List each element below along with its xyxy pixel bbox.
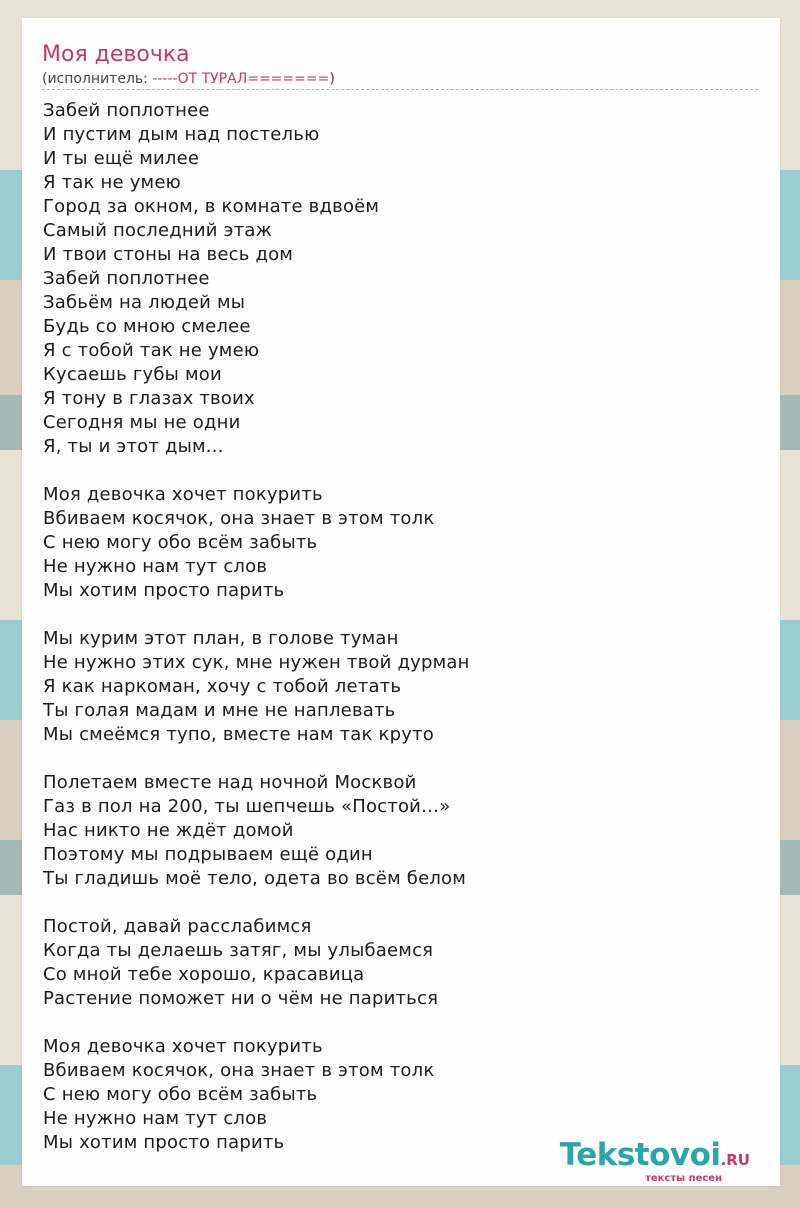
lyric-line: Моя девочка хочет покурить xyxy=(43,484,323,505)
lyric-line: Полетаем вместе над ночной Москвой xyxy=(43,772,417,793)
lyric-line: Нас никто не ждёт домой xyxy=(43,820,294,841)
lyric-line: Я, ты и этот дым... xyxy=(43,436,224,457)
lyric-line: Забьём на людей мы xyxy=(43,292,246,313)
lyric-line: Будь со мною смелее xyxy=(43,316,251,337)
site-logo[interactable] xyxy=(560,1138,750,1184)
lyric-line: Я с тобой так не умею xyxy=(43,340,260,361)
lyric-line: Самый последний этаж xyxy=(43,220,273,241)
title-divider xyxy=(42,89,758,90)
logo-wordmark xyxy=(560,1138,750,1177)
lyric-line: Не нужно нам тут слов xyxy=(43,1108,268,1129)
logo-tagline: тексты песен xyxy=(645,1173,722,1184)
lyric-line: Моя девочка хочет покурить xyxy=(43,1036,323,1057)
lyric-line: Вбиваем косячок, она знает в этом толк xyxy=(43,508,435,529)
lyric-line: Поэтому мы подрываем ещё один xyxy=(43,844,373,865)
artist-link[interactable]: -----ОТ ТУРАЛ======= xyxy=(152,71,330,87)
lyric-line: Вбиваем косячок, она знает в этом толк xyxy=(43,1060,435,1081)
lyric-line: Мы курим этот план, в голове туман xyxy=(43,628,399,649)
lyric-line: Кусаешь губы мои xyxy=(43,364,222,385)
artist-line xyxy=(42,70,335,88)
lyric-line: Забей поплотнее xyxy=(43,268,210,289)
lyric-line: Мы смеёмся тупо, вместе нам так круто xyxy=(43,724,434,745)
lyric-line: Забей поплотнее xyxy=(43,100,210,121)
lyric-line: Не нужно этих сук, мне нужен твой дурман xyxy=(43,652,470,673)
lyric-line: С нею могу обо всём забыть xyxy=(43,532,318,553)
lyric-line: С нею могу обо всём забыть xyxy=(43,1084,318,1105)
lyric-line: Когда ты делаешь затяг, мы улыбаемся xyxy=(43,940,434,961)
stanza-gap xyxy=(43,747,743,771)
lyric-line: Я тону в глазах твоих xyxy=(43,388,255,409)
stanza-gap xyxy=(43,1011,743,1035)
lyric-line: И пустим дым над постелью xyxy=(43,124,320,145)
lyric-line: Ты гладишь моё тело, одета во всём белом xyxy=(43,868,467,889)
lyric-line: Мы хотим просто парить xyxy=(43,580,285,601)
lyric-line: Сегодня мы не одни xyxy=(43,412,241,433)
lyric-line: Город за окном, в комнате вдвоём xyxy=(43,196,380,217)
lyric-line: И ты ещё милее xyxy=(43,148,200,169)
logo-tld: .RU xyxy=(720,1151,750,1169)
lyric-line: Не нужно нам тут слов xyxy=(43,556,268,577)
lyric-line: Мы хотим просто парить xyxy=(43,1132,285,1153)
song-title: Моя девочка xyxy=(42,42,190,67)
logo-main-text: Tekstovoi xyxy=(559,1137,721,1173)
lyric-line: И твои стоны на весь дом xyxy=(43,244,294,265)
lyric-line: Я как наркоман, хочу с тобой летать xyxy=(43,676,402,697)
lyrics-body xyxy=(43,99,743,1155)
artist-prefix: (исполнитель: xyxy=(42,71,153,87)
lyric-line: Ты голая мадам и мне не наплевать xyxy=(43,700,396,721)
stanza-gap xyxy=(43,603,743,627)
lyric-line: Я так не умею xyxy=(43,172,181,193)
artist-suffix: ) xyxy=(329,71,335,87)
stanza-gap xyxy=(43,891,743,915)
lyric-line: Газ в пол на 200, ты шепчешь «Постой…» xyxy=(43,796,451,817)
lyric-line: Постой, давай расслабимся xyxy=(43,916,312,937)
lyric-line: Со мной тебе хорошо, красавица xyxy=(43,964,365,985)
lyric-line: Растение поможет ни о чём не париться xyxy=(43,988,439,1009)
lyrics-card xyxy=(22,18,780,1186)
stanza-gap xyxy=(43,459,743,483)
